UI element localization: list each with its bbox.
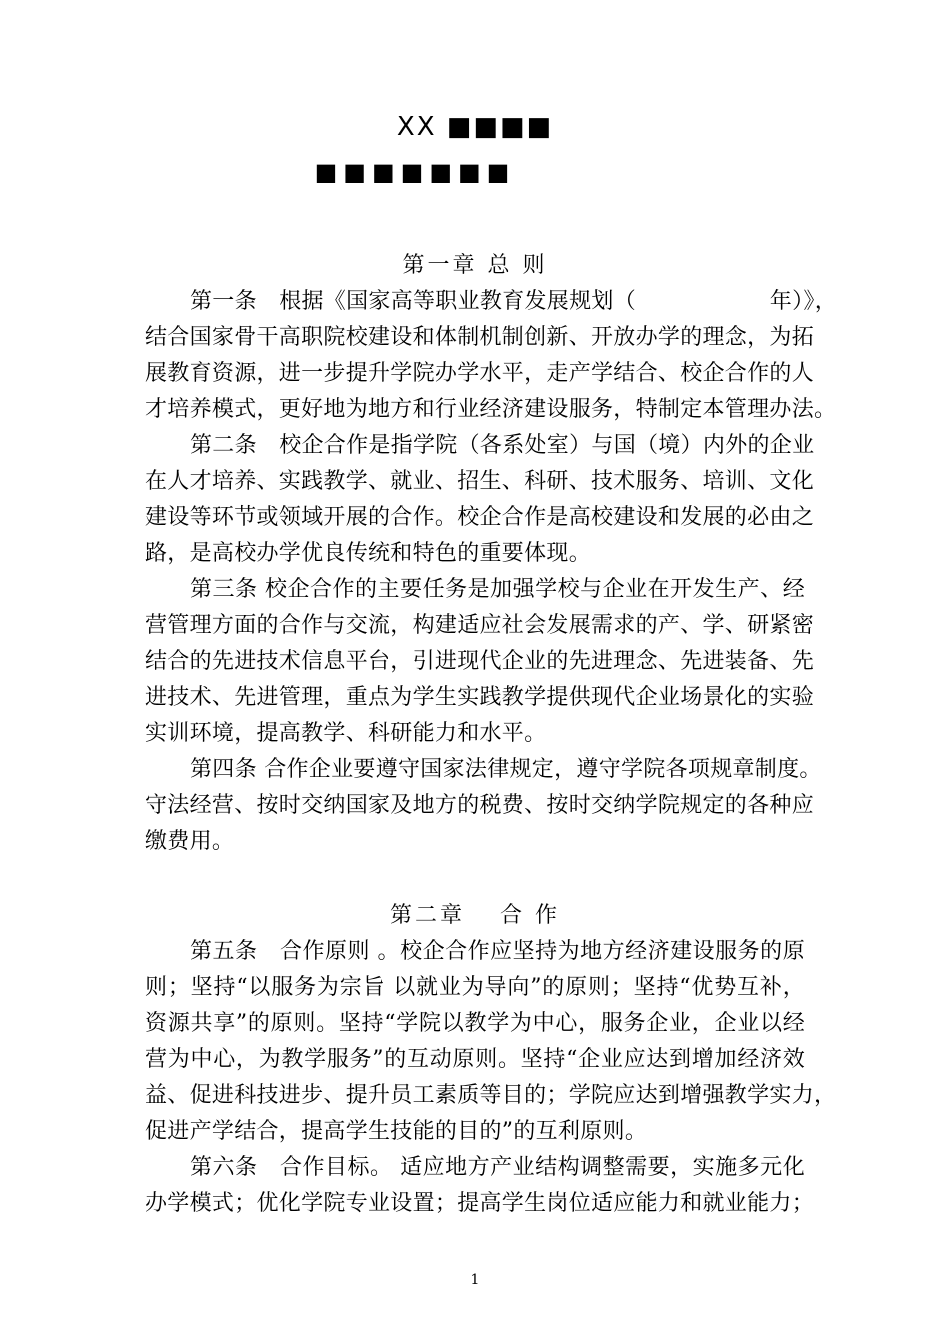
article-4-line: 守法经营、按时交纳国家及地方的税费、按时交纳学院规定的各种应 [145, 793, 815, 818]
article-4-line: 缴费用。 [145, 829, 235, 854]
article-3-line: 营管理方面的合作与交流，构建适应社会发展需求的产、学、研紧密 [145, 613, 815, 638]
article-2-line: 路，是高校办学优良传统和特色的重要体现。 [145, 541, 592, 566]
article-5-line: 资源共享”的原则。坚持“学院以教学为中心，服务企业，企业以经 [145, 1011, 805, 1036]
article-3-line: 实训环境，提高教学、科研能力和水平。 [145, 721, 547, 746]
article-2-line: 建设等环节或领域开展的合作。校企合作是高校建设和发展的必由之 [145, 505, 815, 530]
article-3-line: 进技术、先进管理，重点为学生实践教学提供现代企业场景化的实验 [145, 685, 815, 710]
article-5-line: 第五条 合作原则 。校企合作应坚持为地方经济建设服务的原 [190, 939, 805, 964]
article-5-line: 则；坚持“以服务为宗旨 以就业为导向”的原则；坚持“优势互补， [145, 975, 805, 1000]
document-subtitle: ■■■■■■■ [314, 158, 516, 186]
chapter-2-heading: 第二章 合 作 [390, 903, 560, 928]
article-1-line: 才培养模式，更好地为地方和行业经济建设服务，特制定本管理办法。 [145, 397, 837, 422]
document-title: XX ■■■■ [396, 112, 554, 142]
article-6-line: 办学模式；优化学院专业设置；提高学生岗位适应能力和就业能力； [145, 1191, 815, 1216]
article-6-line: 第六条 合作目标。 适应地方产业结构调整需要，实施多元化 [190, 1155, 805, 1180]
article-1-line: 展教育资源，进一步提升学院办学水平，走产学结合、校企合作的人 [145, 361, 815, 386]
article-3-line: 第三条 校企合作的主要任务是加强学校与企业在开发生产、经 [190, 577, 805, 602]
page-number: 1 [470, 1272, 480, 1288]
article-2-line: 第二条 校企合作是指学院（各系处室）与国（境）内外的企业 [190, 433, 815, 458]
chapter-1-heading: 第一章 总 则 [402, 253, 548, 278]
article-5-line: 营为中心，为教学服务”的互动原则。坚持“企业应达到增加经济效 [145, 1047, 805, 1072]
article-5-line: 促进产学结合，提高学生技能的目的”的互利原则。 [145, 1119, 648, 1144]
article-3-line: 结合的先进技术信息平台，引进现代企业的先进理念、先进装备、先 [145, 649, 815, 674]
article-2-line: 在人才培养、实践教学、就业、招生、科研、技术服务、培训、文化 [145, 469, 815, 494]
article-5-line: 益、促进科技进步、提升员工素质等目的；学院应达到增强教学实力， [145, 1083, 837, 1108]
article-1-line: 结合国家骨干高职院校建设和体制机制创新、开放办学的理念，为拓 [145, 325, 815, 350]
article-4-line: 第四条 合作企业要遵守国家法律规定，遵守学院各项规章制度。 [190, 757, 822, 782]
article-1-line: 第一条 根据《国家高等职业教育发展规划（ 年）》， [190, 289, 838, 314]
